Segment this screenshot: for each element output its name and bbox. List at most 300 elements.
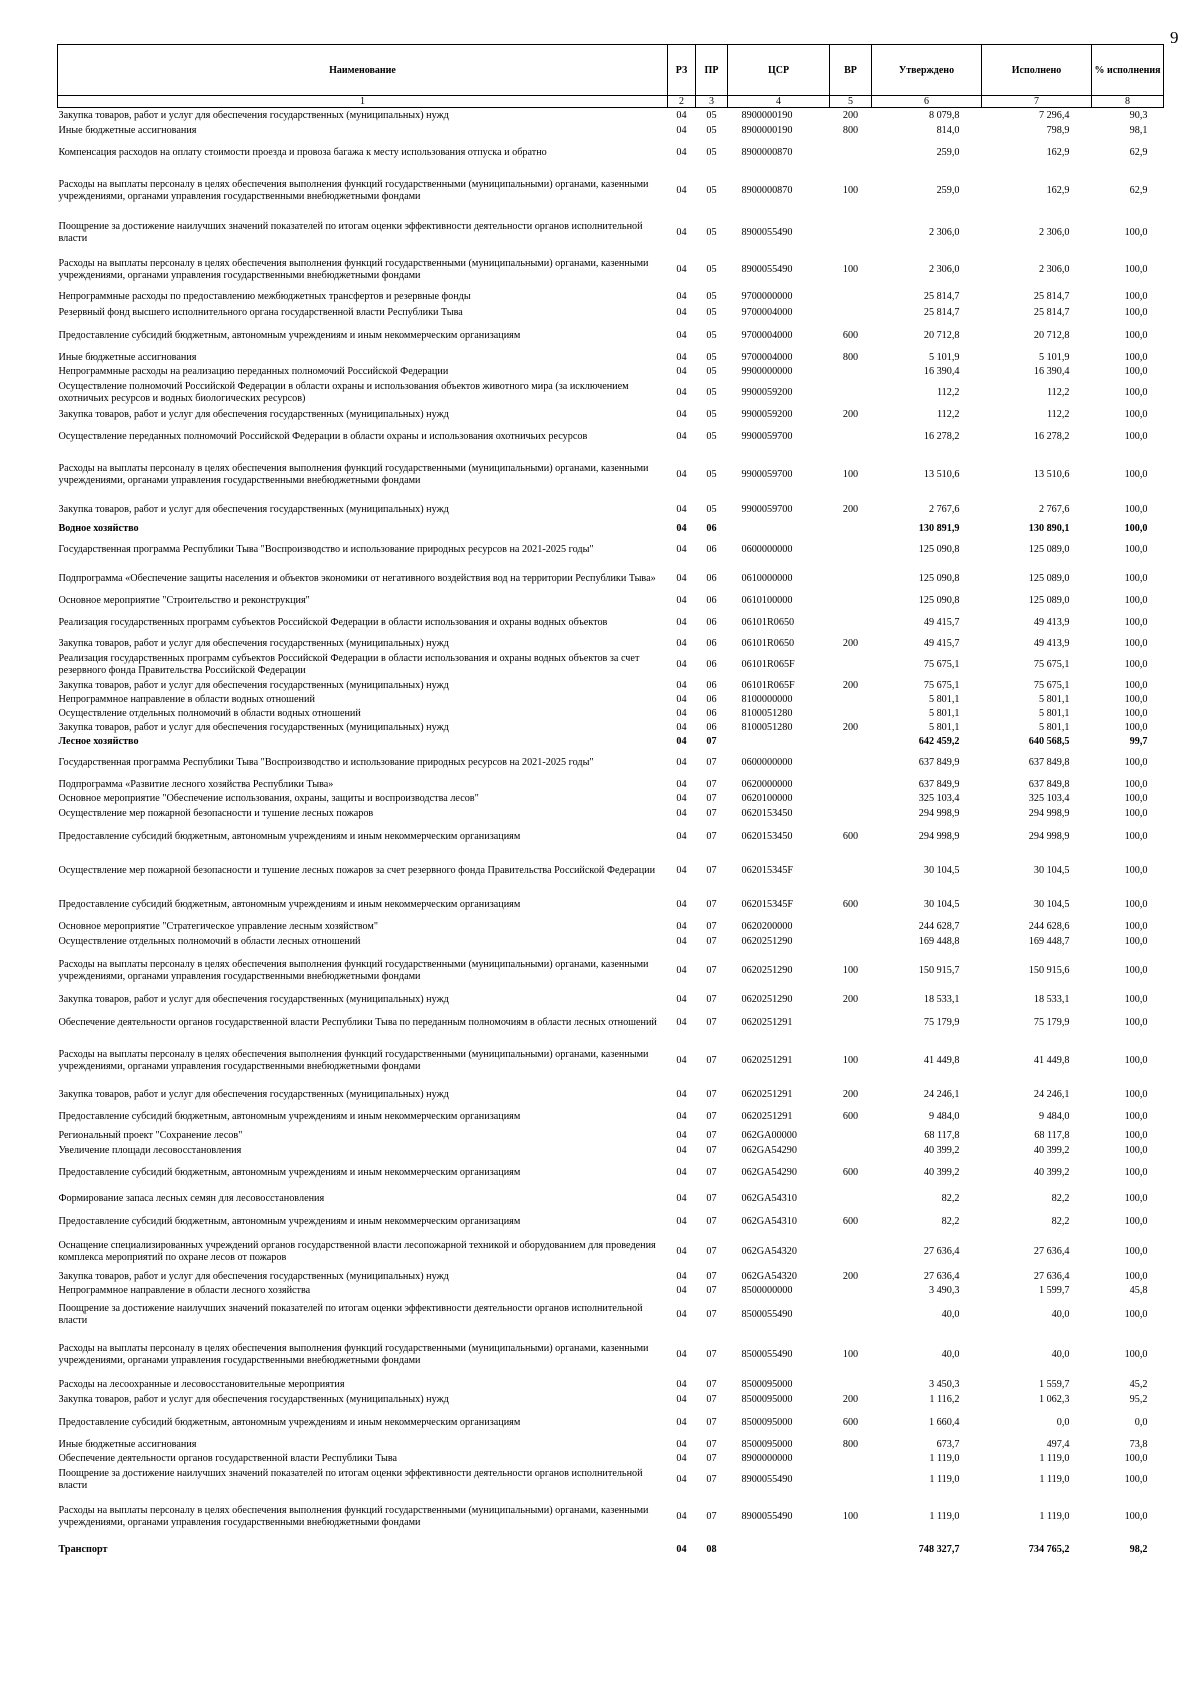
row-pr: 05: [706, 431, 717, 442]
row-csr: 062GA54310: [741, 1216, 797, 1227]
row-approved: 40 399,2: [923, 1145, 960, 1156]
row-percent: 45,8: [1129, 1285, 1148, 1296]
row-approved: 16 278,2: [923, 431, 960, 442]
row-pr: 05: [706, 226, 717, 238]
row-approved: 1 119,0: [929, 1453, 960, 1464]
row-name: Закупка товаров, работ и услуг для обеспечения государственных (муниципальных) нужд: [58, 1089, 449, 1100]
row-approved: 637 849,9: [918, 757, 960, 768]
row-executed: 734 765,2: [1028, 1544, 1070, 1555]
table-row: [58, 351, 1164, 365]
row-name: Оснащение специализированных учреждений органов государственной власти лесопожарной техникой и оборудованием для проведения комплекса мероприятий по охране лесов от пожаров: [58, 1240, 656, 1263]
row-executed: 497,4: [1046, 1439, 1070, 1450]
row-csr: 9900000000: [741, 366, 793, 377]
table-row: [58, 707, 1164, 721]
row-approved: 1 119,0: [929, 1474, 960, 1485]
table-row: [58, 992, 1164, 1008]
row-vr: 600: [842, 1111, 859, 1122]
row-name: Расходы на выплаты персоналу в целях обеспечения выполнения функций государственными (муниципальными) органами, казенными учреждениями, органами управления государственными внебюджетными фондами: [58, 179, 649, 202]
table-row: [58, 565, 1164, 593]
row-percent: 100,0: [1124, 1055, 1148, 1066]
row-approved: 814,0: [936, 125, 960, 136]
row-name: Расходы на выплаты персоналу в целях обеспечения выполнения функций государственными (муниципальными) органами, казенными учреждениями, органами управления государственными внебюджетными фондами: [58, 959, 649, 982]
row-name: Реализация государственных программ субъектов Российской Федерации в области использования и охраны водных объектов за счет резервного фонда Правительства Российской Федерации: [58, 653, 640, 676]
row-vr: [830, 522, 872, 535]
row-vr: 800: [842, 125, 859, 136]
row-csr: 0620000000: [741, 779, 793, 790]
row-pr: 07: [706, 1285, 717, 1296]
row-rz: 04: [676, 431, 687, 442]
row-pr: 07: [706, 1474, 717, 1485]
row-pr: 07: [706, 1511, 717, 1522]
row-pr: 07: [706, 757, 717, 768]
row-name: Поощрение за достижение наилучших значений показателей по итогам оценки эффективности деятельности органов исполнительной власти: [58, 220, 643, 244]
row-percent: 100,0: [1124, 1017, 1148, 1028]
row-pr: 07: [706, 735, 717, 747]
table-row: [58, 305, 1164, 321]
table-row: [58, 1144, 1164, 1158]
table-row: [58, 1408, 1164, 1438]
row-csr: 0620251291: [741, 1089, 793, 1100]
row-rz: 04: [676, 1285, 687, 1296]
row-name: Формирование запаса лесных семян для лесовосстановления: [58, 1193, 325, 1204]
row-approved: 112,2: [936, 387, 960, 398]
table-row: [58, 1158, 1164, 1188]
row-percent: 100,0: [1124, 617, 1148, 628]
row-executed: 130 890,1: [1028, 522, 1070, 534]
row-vr: 200: [842, 409, 859, 420]
row-rz: 04: [676, 722, 687, 733]
row-rz: 04: [676, 1379, 687, 1390]
row-percent: 100,0: [1124, 994, 1148, 1005]
row-approved: 49 415,7: [923, 617, 960, 628]
row-percent: 100,0: [1124, 431, 1148, 442]
row-executed: 2 306,0: [1038, 264, 1070, 275]
table-row: [58, 679, 1164, 693]
row-csr: 8100051280: [741, 708, 793, 719]
row-pr: 07: [706, 865, 717, 876]
row-rz: 04: [676, 708, 687, 719]
row-approved: 294 998,9: [918, 831, 960, 842]
row-rz: 04: [676, 1439, 687, 1450]
row-vr: [830, 535, 872, 565]
column-number: 2: [668, 96, 696, 108]
row-vr: 100: [842, 468, 859, 480]
row-pr: 06: [706, 544, 717, 555]
row-executed: 9 484,0: [1038, 1111, 1070, 1122]
row-pr: 06: [706, 659, 717, 670]
row-rz: 04: [676, 1089, 687, 1100]
row-csr: 0600000000: [741, 544, 793, 555]
row-pr: 07: [706, 1309, 717, 1320]
table-row: [58, 1084, 1164, 1106]
row-csr: 8100051280: [741, 722, 793, 733]
row-rz: 04: [676, 757, 687, 768]
row-csr: 8500095000: [741, 1379, 793, 1390]
row-approved: 325 103,4: [918, 793, 960, 804]
row-vr: [830, 1008, 872, 1038]
row-rz: 04: [676, 387, 687, 398]
row-vr: 200: [842, 1394, 859, 1405]
row-name: Поощрение за достижение наилучших значений показателей по итогам оценки эффективности деятельности органов исполнительной власти: [58, 1303, 643, 1326]
table-row: [58, 1298, 1164, 1332]
row-csr: 0620251291: [741, 1017, 793, 1028]
row-approved: 3 490,3: [928, 1285, 960, 1296]
row-pr: 06: [706, 722, 717, 733]
column-number: 7: [982, 96, 1092, 108]
row-executed: 294 998,9: [1028, 808, 1070, 819]
row-rz: 04: [676, 522, 687, 534]
row-rz: 04: [676, 1309, 687, 1320]
row-pr: 07: [706, 1216, 717, 1227]
table-row: [58, 522, 1164, 535]
row-percent: 100,0: [1124, 1111, 1148, 1122]
row-approved: 259,0: [936, 185, 960, 196]
row-vr: 100: [842, 264, 859, 275]
row-pr: 07: [706, 1271, 717, 1282]
row-csr: 062015345F: [741, 865, 794, 876]
row-csr: 9700004000: [741, 307, 793, 318]
row-approved: 5 101,9: [928, 352, 960, 363]
row-approved: 24 246,1: [923, 1089, 960, 1100]
row-vr: 200: [842, 1089, 859, 1100]
row-vr: [830, 214, 872, 251]
row-percent: 100,0: [1124, 1167, 1148, 1178]
column-number: 6: [872, 96, 982, 108]
table-row: [58, 498, 1164, 522]
row-executed: 40,0: [1051, 1309, 1070, 1320]
row-vr: [830, 651, 872, 679]
column-number: 1: [58, 96, 668, 108]
row-percent: 100,0: [1124, 291, 1148, 302]
row-percent: 95,2: [1129, 1394, 1148, 1405]
row-executed: 27 636,4: [1033, 1246, 1070, 1257]
row-vr: 200: [842, 680, 859, 691]
row-name: Иные бюджетные ассигнования: [58, 352, 197, 363]
row-vr: [830, 593, 872, 609]
row-percent: 100,0: [1124, 694, 1148, 705]
row-executed: 82,2: [1051, 1193, 1070, 1204]
row-csr: 062GA54290: [741, 1145, 797, 1156]
row-csr: 062GA54320: [741, 1271, 797, 1282]
row-percent: 100,0: [1124, 366, 1148, 377]
row-csr: 8500055490: [741, 1309, 793, 1320]
header-executed: Исполнено: [982, 45, 1092, 96]
row-csr: 8900000870: [741, 185, 793, 196]
row-vr: 600: [842, 899, 859, 910]
row-csr: 9700004000: [741, 352, 793, 363]
row-vr: 800: [842, 1439, 859, 1450]
row-approved: 130 891,9: [918, 522, 960, 534]
row-approved: 9 484,0: [928, 1111, 960, 1122]
row-csr: 062GA54310: [741, 1193, 797, 1204]
table-row: [58, 1466, 1164, 1494]
row-executed: 75 675,1: [1033, 659, 1070, 670]
row-pr: 06: [706, 617, 717, 628]
row-vr: [830, 289, 872, 305]
row-vr: [830, 778, 872, 792]
row-approved: 2 767,6: [928, 504, 960, 515]
row-name: Увеличение площади лесовосстановления: [58, 1145, 242, 1156]
row-pr: 05: [706, 264, 717, 275]
row-executed: 637 849,8: [1028, 779, 1070, 790]
row-rz: 04: [676, 1417, 687, 1428]
row-pr: 07: [706, 1193, 717, 1204]
row-executed: 20 712,8: [1033, 330, 1070, 341]
row-vr: [830, 806, 872, 822]
row-name: Обеспечение деятельности органов государственной власти Республики Тыва: [58, 1453, 398, 1464]
row-name: Предоставление субсидий бюджетным, автономным учреждениям и иным некоммерческим организациям: [58, 1111, 521, 1122]
row-executed: 294 998,9: [1028, 831, 1070, 842]
row-approved: 125 090,8: [918, 573, 960, 584]
table-row: [58, 289, 1164, 305]
table-row: [58, 1188, 1164, 1210]
table-row: [58, 1438, 1164, 1452]
header-rz: РЗ: [668, 45, 696, 96]
row-percent: 100,0: [1124, 1474, 1148, 1485]
row-percent: 100,0: [1124, 831, 1148, 842]
table-row: [58, 1540, 1164, 1560]
row-name: Предоставление субсидий бюджетным, автономным учреждениям и иным некоммерческим организациям: [58, 1216, 521, 1227]
row-executed: 40 399,2: [1033, 1145, 1070, 1156]
row-pr: 07: [706, 1349, 717, 1360]
row-name: Лесное хозяйство: [58, 735, 139, 747]
budget-execution-table: [57, 44, 1164, 1560]
row-executed: 1 062,3: [1038, 1394, 1070, 1405]
row-csr: 9900059200: [741, 387, 793, 398]
row-rz: 04: [676, 1349, 687, 1360]
table-row: [58, 748, 1164, 778]
row-name: Региональный проект "Сохранение лесов": [58, 1130, 243, 1141]
column-number-row: [58, 96, 1164, 108]
row-name: Компенсация расходов на оплату стоимости проезда и провоза багажа к месту использования отпуска и обратно: [58, 147, 547, 158]
row-vr: 100: [842, 1349, 859, 1360]
page-number: 9: [1170, 28, 1179, 47]
row-executed: 49 413,9: [1033, 617, 1070, 628]
row-csr: 9900059700: [741, 431, 793, 442]
row-percent: 100,0: [1124, 522, 1148, 534]
row-approved: 30 104,5: [923, 865, 960, 876]
row-percent: 100,0: [1124, 1309, 1148, 1320]
table-row: [58, 423, 1164, 451]
row-pr: 05: [706, 468, 717, 480]
row-executed: 169 448,7: [1028, 936, 1070, 947]
header-csr: ЦСР: [728, 45, 830, 96]
row-name: Резервный фонд высшего исполнительного органа государственной власти Республики Тыва: [58, 307, 463, 318]
row-name: Основное мероприятие "Строительство и реконструкция": [58, 595, 310, 606]
row-csr: 8500095000: [741, 1394, 793, 1405]
row-vr: [830, 305, 872, 321]
row-name: Расходы на лесоохранные и лесовосстановительные мероприятия: [58, 1379, 345, 1390]
row-percent: 73,8: [1129, 1439, 1148, 1450]
row-pr: 07: [706, 1246, 717, 1257]
row-percent: 100,0: [1124, 722, 1148, 733]
row-csr: 8500095000: [741, 1417, 793, 1428]
row-approved: 27 636,4: [923, 1271, 960, 1282]
row-executed: 40 399,2: [1033, 1167, 1070, 1178]
row-name: Закупка товаров, работ и услуг для обеспечения государственных (муниципальных) нужд: [58, 680, 449, 691]
row-csr: 0620251290: [741, 936, 793, 947]
row-executed: 150 915,6: [1028, 965, 1070, 976]
row-vr: [830, 792, 872, 806]
column-number: 5: [830, 96, 872, 108]
row-executed: 27 636,4: [1033, 1271, 1070, 1282]
row-csr: [728, 735, 830, 748]
row-csr: [728, 522, 830, 535]
table-row: [58, 721, 1164, 735]
table-row: [58, 365, 1164, 379]
table-row: [58, 920, 1164, 934]
row-name: Закупка товаров, работ и услуг для обеспечения государственных (муниципальных) нужд: [58, 638, 449, 649]
row-executed: 18 533,1: [1033, 994, 1070, 1005]
row-rz: 04: [676, 264, 687, 275]
row-pr: 05: [706, 147, 717, 158]
row-name: Расходы на выплаты персоналу в целях обеспечения выполнения функций государственными (муниципальными) органами, казенными учреждениями, органами управления государственными внебюджетными фондами: [58, 462, 649, 486]
row-percent: 100,0: [1124, 1271, 1148, 1282]
row-rz: 04: [676, 147, 687, 158]
row-pr: 07: [706, 1167, 717, 1178]
row-pr: 07: [706, 1394, 717, 1405]
row-rz: 04: [676, 793, 687, 804]
row-csr: 9700004000: [741, 330, 793, 341]
row-approved: 40,0: [941, 1349, 960, 1360]
row-percent: 98,2: [1129, 1544, 1148, 1555]
row-pr: 05: [706, 387, 717, 398]
row-name: Государственная программа Республики Тыва "Воспроизводство и использование природных ресурсов на 2021-2025 годы": [58, 757, 594, 768]
row-pr: 07: [706, 921, 717, 932]
row-executed: 112,2: [1046, 409, 1070, 420]
row-executed: 0,0: [1056, 1417, 1070, 1428]
row-csr: 0610000000: [741, 573, 793, 584]
row-name: Транспорт: [58, 1544, 108, 1555]
table-row: [58, 1392, 1164, 1408]
row-approved: 5 801,1: [928, 708, 960, 719]
row-vr: [830, 1298, 872, 1332]
row-executed: 325 103,4: [1028, 793, 1070, 804]
table-row: [58, 1210, 1164, 1234]
row-vr: 600: [842, 1417, 859, 1428]
row-rz: 04: [676, 735, 687, 747]
row-csr: 8100000000: [741, 694, 793, 705]
row-vr: [830, 1540, 872, 1560]
row-approved: 30 104,5: [923, 899, 960, 910]
row-percent: 100,0: [1124, 1453, 1148, 1464]
row-pr: 07: [706, 936, 717, 947]
row-percent: 100,0: [1124, 1246, 1148, 1257]
row-approved: 68 117,8: [924, 1130, 960, 1141]
row-csr: 8900055490: [741, 226, 793, 238]
row-approved: 637 849,9: [918, 779, 960, 790]
row-csr: 8900055490: [741, 1474, 793, 1485]
row-approved: 75 179,9: [923, 1017, 960, 1028]
row-vr: [830, 707, 872, 721]
row-name: Непрограммное направление в области лесного хозяйства: [58, 1285, 311, 1296]
row-pr: 07: [706, 1055, 717, 1066]
row-pr: 06: [706, 708, 717, 719]
row-csr: 0620251290: [741, 965, 793, 976]
row-vr: 200: [842, 638, 859, 649]
row-pr: 07: [706, 1453, 717, 1464]
row-percent: 100,0: [1124, 468, 1148, 480]
row-rz: 04: [676, 831, 687, 842]
row-percent: 100,0: [1124, 965, 1148, 976]
table-row: [58, 852, 1164, 890]
row-rz: 04: [676, 1017, 687, 1028]
row-percent: 100,0: [1124, 573, 1148, 584]
row-vr: [830, 693, 872, 707]
row-vr: [830, 1144, 872, 1158]
row-csr: 0600000000: [741, 757, 793, 768]
row-approved: 642 459,2: [918, 735, 960, 747]
table-row: [58, 1234, 1164, 1270]
row-name: Расходы на выплаты персоналу в целях обеспечения выполнения функций государственными (муниципальными) органами, казенными учреждениями, органами управления государственными внебюджетными фондами: [58, 1049, 649, 1072]
row-csr: 8500055490: [741, 1349, 793, 1360]
row-approved: 125 090,8: [918, 595, 960, 606]
table-row: [58, 1378, 1164, 1392]
row-csr: 9900059700: [741, 468, 793, 480]
row-approved: 5 801,1: [928, 722, 960, 733]
row-csr: 06101R065F: [741, 659, 795, 670]
row-approved: 125 090,8: [918, 544, 960, 555]
row-vr: 100: [842, 965, 859, 976]
row-csr: 06101R065F: [741, 680, 795, 691]
row-pr: 05: [706, 352, 717, 363]
column-number: 8: [1092, 96, 1164, 108]
row-vr: [830, 1128, 872, 1144]
row-percent: 0,0: [1134, 1417, 1148, 1428]
row-name: Предоставление субсидий бюджетным, автономным учреждениям и иным некоммерческим организациям: [58, 1417, 521, 1428]
row-approved: 169 448,8: [918, 936, 960, 947]
row-pr: 05: [706, 110, 717, 122]
row-vr: [830, 748, 872, 778]
row-pr: 06: [706, 573, 717, 584]
row-rz: 04: [676, 1145, 687, 1156]
row-pr: 07: [706, 1417, 717, 1428]
row-percent: 100,0: [1124, 1089, 1148, 1100]
row-percent: 100,0: [1124, 1145, 1148, 1156]
row-csr: 0620100000: [741, 793, 793, 804]
table-row: [58, 950, 1164, 992]
row-executed: 68 117,8: [1034, 1130, 1070, 1141]
row-percent: 100,0: [1124, 1130, 1148, 1141]
table-row: [58, 1452, 1164, 1466]
row-executed: 2 767,6: [1038, 504, 1070, 515]
header-row: [58, 45, 1164, 96]
row-rz: 04: [676, 185, 687, 196]
row-rz: 04: [676, 921, 687, 932]
row-csr: 062GA00000: [741, 1130, 797, 1141]
row-approved: 13 510,6: [923, 468, 960, 480]
table-row: [58, 890, 1164, 920]
row-executed: 2 306,0: [1038, 226, 1070, 238]
row-name: Иные бюджетные ассигнования: [58, 125, 197, 136]
row-percent: 100,0: [1124, 808, 1148, 819]
row-pr: 07: [706, 808, 717, 819]
table-row: [58, 108, 1164, 124]
row-name: Предоставление субсидий бюджетным, автономным учреждениям и иным некоммерческим организациям: [58, 330, 521, 341]
row-name: Реализация государственных программ субъектов Российской Федерации в области использования и охраны водных объектов: [58, 617, 608, 628]
row-rz: 04: [676, 544, 687, 555]
table-row: [58, 214, 1164, 251]
table-row: [58, 609, 1164, 637]
row-name: Закупка товаров, работ и услуг для обеспечения государственных (муниципальных) нужд: [58, 110, 449, 122]
row-pr: 07: [706, 1089, 717, 1100]
row-executed: 1 119,0: [1039, 1453, 1070, 1464]
row-percent: 100,0: [1124, 504, 1148, 515]
row-csr: 8500095000: [741, 1439, 793, 1450]
row-executed: 16 278,2: [1033, 431, 1070, 442]
row-rz: 04: [676, 617, 687, 628]
row-approved: 49 415,7: [923, 638, 960, 649]
